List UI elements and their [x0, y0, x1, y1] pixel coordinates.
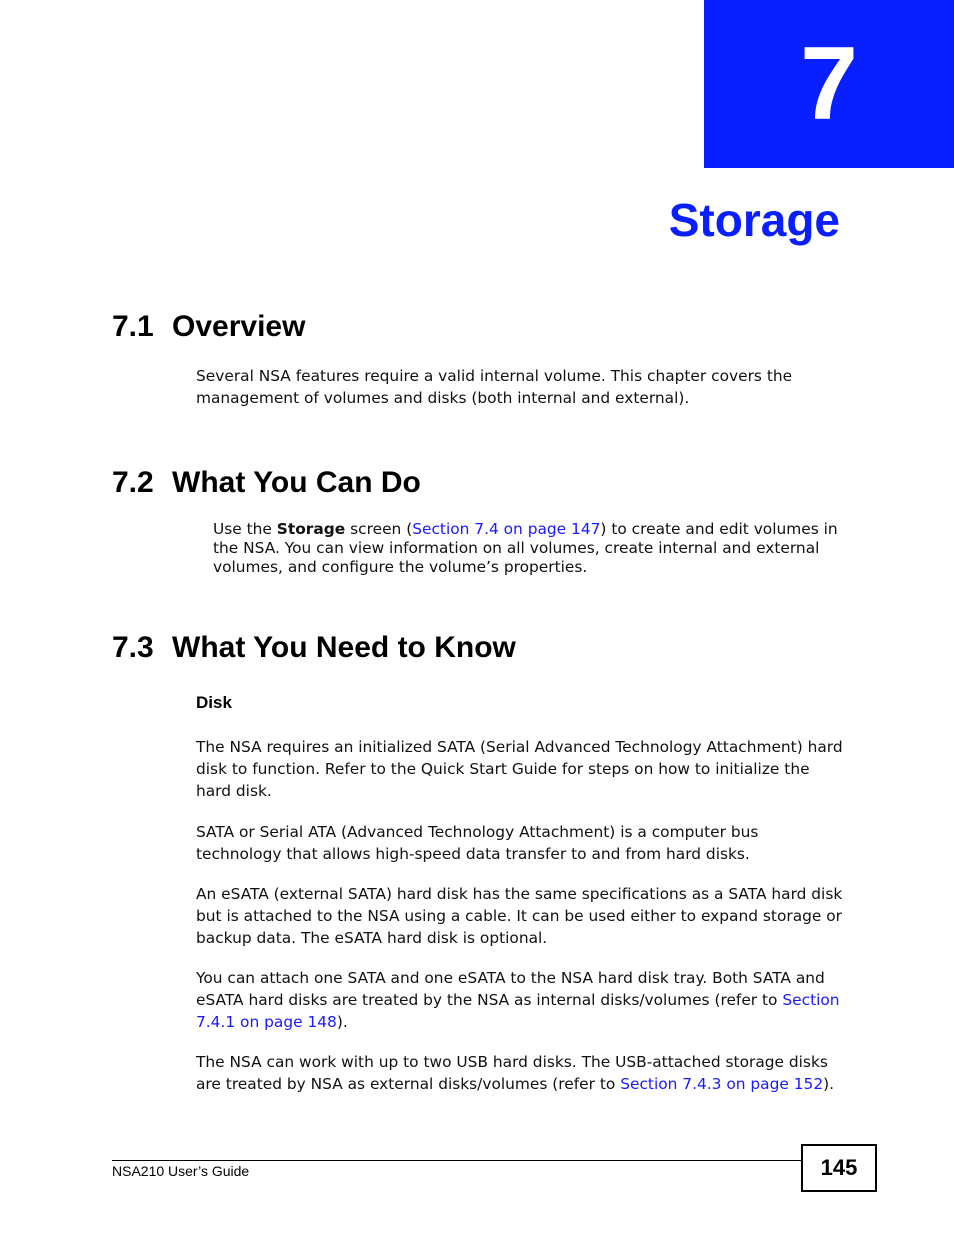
chapter-number-box — [704, 0, 954, 168]
text-run: ). — [823, 1075, 835, 1093]
text-run: Use the — [213, 520, 277, 538]
section-heading-what-you-need-to-know — [112, 630, 516, 666]
text-run: screen ( — [345, 520, 413, 538]
section-7-4-link[interactable]: Section 7.4 on page 147 — [412, 520, 601, 538]
text-run: ) to create and edit volumes in the NSA. You can view information on all volumes, create internal and external volumes, and configure the volume’s properties. — [213, 520, 838, 576]
disk-paragraph-4 — [196, 967, 846, 1033]
what-you-can-do-paragraph — [213, 520, 843, 577]
section-title: What You Need to Know — [172, 631, 516, 664]
section-7-4-1-link[interactable]: Section 7.4.1 on page 148 — [196, 991, 840, 1031]
disk-paragraph-1: The NSA requires an initialized SATA (Serial Advanced Technology Attachment) hard disk to function. Refer to the Quick Start Guide for steps on how to initialize the hard disk. — [196, 738, 843, 800]
section-heading-what-you-can-do — [112, 465, 421, 501]
text-run: The NSA can work with up to two USB hard disks. The USB-attached storage disks are treated by NSA as external disks/volumes (refer to — [196, 1053, 828, 1093]
overview-paragraph: Several NSA features require a valid internal volume. This chapter covers the management of volumes and disks (both internal and external). — [196, 367, 793, 407]
footer-guide-title: NSA210 User’s Guide — [112, 1163, 250, 1179]
section-number: 7.3 — [112, 631, 154, 664]
page-number-box — [801, 1144, 877, 1192]
disk-paragraph-2: SATA or Serial ATA (Advanced Technology Attachment) is a computer bus technology that allows high-speed data transfer to and from hard disks. — [196, 823, 759, 863]
section-title: What You Can Do — [172, 466, 421, 499]
section-heading-overview — [112, 309, 305, 345]
chapter-number: 7 — [800, 26, 858, 142]
footer-divider — [112, 1160, 802, 1161]
disk-paragraph-3: An eSATA (external SATA) hard disk has the same specifications as a SATA hard disk but is attached to the NSA using a cable. It can be used either to expand storage or backup data. The eSATA hard disk is optional. — [196, 885, 843, 947]
section-title: Overview — [172, 310, 306, 343]
section-number: 7.2 — [112, 466, 154, 499]
text-run: ). — [336, 1013, 348, 1031]
section-number: 7.1 — [112, 310, 154, 343]
chapter-title: Storage — [668, 194, 840, 246]
disk-subheading: Disk — [196, 693, 232, 712]
disk-paragraph-5 — [196, 1051, 846, 1095]
text-run: You can attach one SATA and one eSATA to the NSA hard disk tray. Both SATA and eSATA hard disks are treated by the NSA as internal disks/volumes (refer to — [196, 969, 825, 1009]
section-7-4-3-link[interactable]: Section 7.4.3 on page 152 — [620, 1075, 824, 1093]
page-number: 145 — [820, 1155, 858, 1180]
storage-bold: Storage — [276, 520, 346, 538]
